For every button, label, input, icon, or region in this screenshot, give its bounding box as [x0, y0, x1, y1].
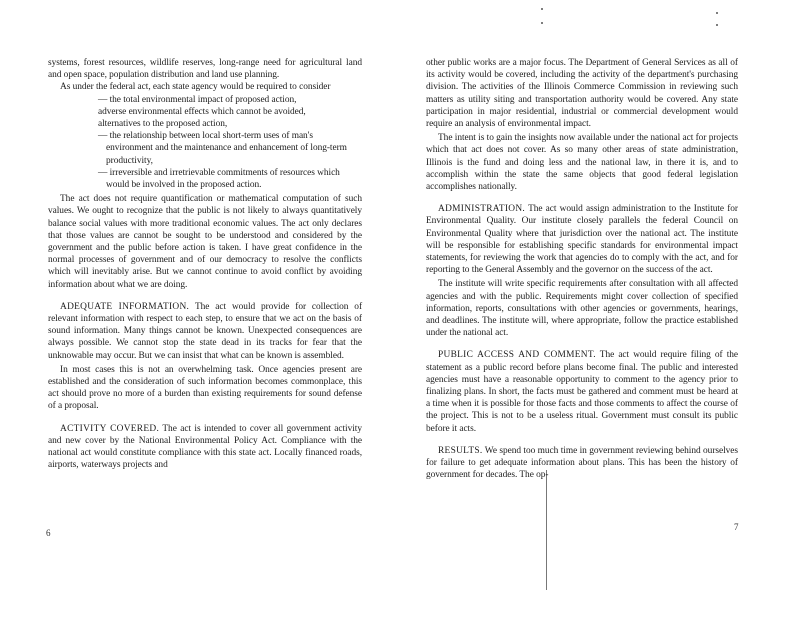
section-results: [426, 445, 738, 482]
paragraph: As under the federal act, each state agency would be required to consider: [60, 82, 331, 93]
section-public-access: [426, 349, 738, 434]
section-text: We spend too much time in government reviewing behind ourselves for failure to get adequate information about plans. This has been the history of government for decades. The op-: [426, 445, 739, 481]
section-heading: RESULTS.: [438, 445, 483, 456]
list-item: — the total environmental impact of proposed action,: [98, 94, 297, 105]
section-adequate-information: [48, 301, 362, 362]
right-column: [426, 57, 738, 482]
consideration-list: [48, 94, 362, 192]
right-page: [400, 0, 800, 618]
section-text: The act is intended to cover all government activity and new cover by the National Environmental Policy Act. Compliance with the national act would constitute compliance with this state act. Locally financed roads, airports, waterways projects and: [48, 423, 362, 471]
left-column: [48, 57, 362, 472]
paragraph: In most cases this is not an overwhelming task. Once agencies present are established and the consideration of such information becomes commonplace, this act should prove no more of a burden than existing requirements for sound defense of a proposal.: [48, 364, 362, 412]
page-number: 7: [734, 522, 739, 532]
page-number: 6: [46, 528, 51, 538]
section-heading: ADEQUATE INFORMATION.: [60, 301, 190, 312]
section-administration: [426, 203, 738, 276]
section-heading: ACTIVITY COVERED.: [60, 423, 160, 434]
section-activity-covered: [48, 423, 362, 472]
paragraph: The institute will write specific requirements after consultation with all affected agencies and with the public. Requirements might cover collection of specified information, reports, consultations with other agencies or governments, hearings, and deadlines. The institute will, where appropriate, follow the practice established under the national act.: [426, 279, 738, 339]
section-text: The act would provide for collection of relevant information with respect to each step, to ensure that we act on the basis of sound information. Many things cannot be known. Unexpected consequences are always possible. We cannot stop the state dead in its tracks for fear that the unknowable may occur. But we can insist that what can be known is assembled.: [48, 301, 363, 361]
list-item: alternatives to the proposed action,: [98, 119, 228, 130]
list-item: — the relationship between local short-term uses of man's environment and the maintenance and enhancement of long-term productivity,: [98, 131, 347, 166]
paragraph: other public works are a major focus. The Department of General Services as all of its activity would be covered, including the activity of the department's purchasing division. The activities of the Illinois Commerce Commission in reviewing such matters as utility siting and transportation authority would be covered. Any state participation in major residential, industrial or commercial development would require an analysis of environmental impact.: [426, 58, 738, 130]
section-text: The act would require filing of the statement as a public record before plans become final. The public and interested agencies must have a reasonable opportunity to comment to the agency prior to finalizing plans. In short, the facts must be gathered and comment must be heard at a time when it is possible for those facts and those comments to affect the course of the project. This is not to be a useless ritual. Government must consult its public before it acts.: [426, 350, 738, 434]
paragraph: The intent is to gain the insights now available under the national act for projects which that act does not cover. As so many other areas of state administration, Illinois is the fund and doing less and the national law, in there it is, and to accomplish within the state the same objects that good federal legislation accomplishes nationally.: [426, 133, 738, 193]
section-text: The act would assign administration to the Institute for Environmental Quality. Our institute closely parallels the federal Council on Environmental Quality where that jurisdiction over the national act. The institute will be responsible for establishing specific standards for environmental impact statements, for reviewing the work that agencies do to comply with the act, and for reporting to the General Assembly and the governor on the success of the act.: [426, 204, 739, 276]
list-item: adverse environmental effects which cannot be avoided,: [98, 106, 306, 117]
list-item: — irreversible and irretrievable commitments of resources which would be involved in the proposed action.: [98, 167, 340, 191]
section-heading: ADMINISTRATION.: [438, 204, 526, 215]
paragraph: The act does not require quantification or mathematical computation of such values. We ought to recognize that the public is not likely to always quantitatively balance social values with more traditional economic values. The act only declares that those values are cannot be sought to be understood and considered by the government and the public before action is taken. I have great confidence in the normal processes of government and of our democracy to resolve the conflicts which will inevitably arise. But we cannot continue to avoid conflict by avoiding information about what we are doing.: [48, 194, 362, 290]
paragraph: systems, forest resources, wildlife reserves, long-range need for agricultural land and open space, population distribution and land use planning.: [48, 58, 362, 81]
section-heading: PUBLIC ACCESS AND COMMENT.: [438, 350, 596, 361]
